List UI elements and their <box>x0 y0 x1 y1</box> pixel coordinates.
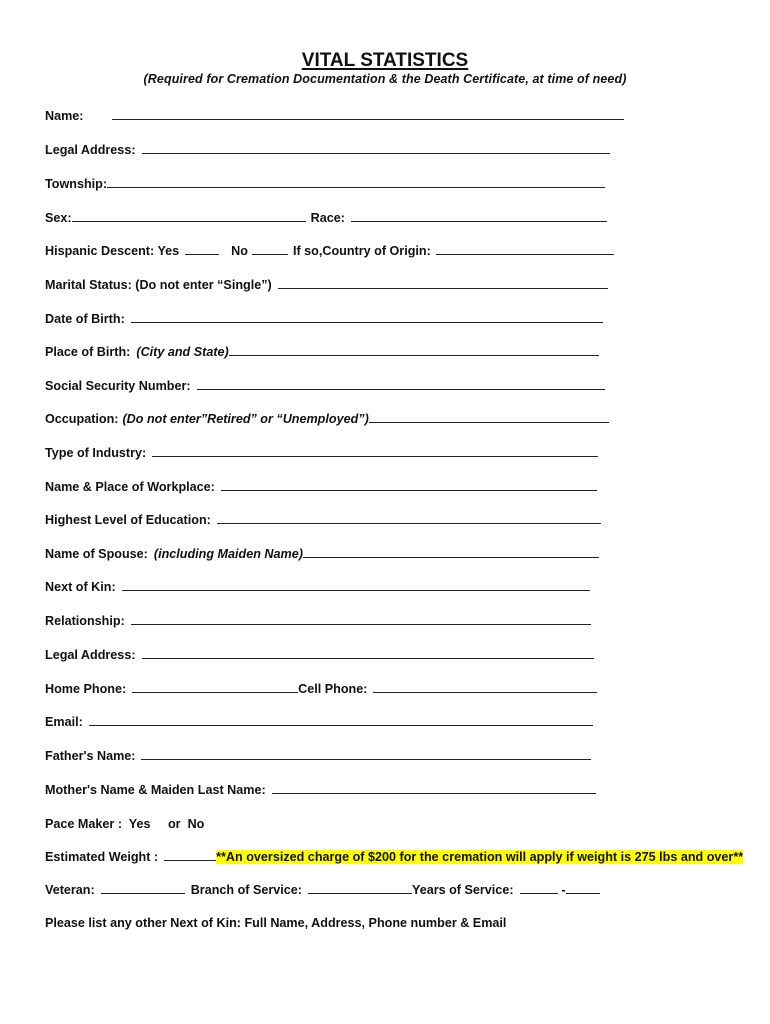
origin-label: If so,Country of Origin: <box>292 244 431 258</box>
years-label: Years of Service: <box>412 883 514 897</box>
education-row <box>45 509 601 527</box>
years-dash: - <box>561 883 566 897</box>
father-field[interactable] <box>141 759 591 760</box>
occupation-label: Occupation: <box>45 412 119 426</box>
industry-row <box>45 442 598 460</box>
oversize-charge-note: **An oversized charge of $200 for the cremation will apply if weight is 275 lbs and over** <box>216 850 744 864</box>
sex-label: Sex: <box>45 211 72 225</box>
email-label: Email: <box>45 715 83 729</box>
legal-address-field[interactable] <box>142 153 610 154</box>
sex-race-row <box>45 207 607 225</box>
kin-legal-address-label: Legal Address: <box>45 648 136 662</box>
cell-phone-label: Cell Phone: <box>298 682 368 696</box>
form-subtitle: (Required for Cremation Documentation & the Death Certificate, at time of need) <box>143 72 627 86</box>
ssn-row <box>45 375 605 393</box>
pob-hint: (City and State) <box>136 345 229 359</box>
spouse-row <box>45 543 599 561</box>
pob-row <box>45 341 599 359</box>
dob-row <box>45 308 603 326</box>
email-row <box>45 711 593 729</box>
education-field[interactable] <box>217 523 601 524</box>
legal-address-label: Legal Address: <box>45 143 136 157</box>
occupation-row <box>45 408 609 426</box>
ssn-field[interactable] <box>197 389 605 390</box>
father-row <box>45 745 591 763</box>
veteran-row <box>45 879 600 897</box>
marital-label: Marital Status: (Do not enter “Single”) <box>45 278 272 292</box>
relationship-label: Relationship: <box>45 614 125 628</box>
name-field[interactable] <box>112 119 624 120</box>
home-phone-field[interactable] <box>132 692 298 693</box>
form-title: VITAL STATISTICS <box>301 50 469 71</box>
years-from-field[interactable] <box>520 893 558 894</box>
branch-field[interactable] <box>308 893 412 894</box>
cell-phone-field[interactable] <box>373 692 597 693</box>
mother-label: Mother's Name & Maiden Last Name: <box>45 783 266 797</box>
spouse-label: Name of Spouse: <box>45 547 148 561</box>
hispanic-yes-field[interactable] <box>185 254 219 255</box>
veteran-label: Veteran: <box>45 883 95 897</box>
occupation-hint: (Do not enter”Retired” or “Unemployed”) <box>122 412 369 426</box>
branch-label: Branch of Service: <box>190 883 302 897</box>
hispanic-no-field[interactable] <box>252 254 288 255</box>
kin-legal-address-row <box>45 644 594 662</box>
spouse-hint: (including Maiden Name) <box>153 547 303 561</box>
legal-address-row <box>45 139 610 157</box>
workplace-field[interactable] <box>221 490 597 491</box>
other-kin-label: Please list any other Next of Kin: Full Name, Address, Phone number & Email <box>45 916 507 930</box>
township-row <box>45 173 605 191</box>
name-label: Name: <box>45 109 84 123</box>
next-of-kin-field[interactable] <box>122 590 590 591</box>
pacemaker-row <box>45 813 204 831</box>
weight-row <box>45 846 743 864</box>
pob-field[interactable] <box>229 355 599 356</box>
relationship-row <box>45 610 591 628</box>
weight-field[interactable] <box>164 860 216 861</box>
township-label: Township: <box>45 177 108 191</box>
kin-legal-address-field[interactable] <box>142 658 594 659</box>
next-of-kin-row <box>45 576 590 594</box>
occupation-field[interactable] <box>369 422 609 423</box>
pob-label: Place of Birth: <box>45 345 131 359</box>
origin-field[interactable] <box>436 254 614 255</box>
dob-label: Date of Birth: <box>45 312 125 326</box>
pacemaker-label: Pace Maker : Yes or No <box>45 817 205 831</box>
name-row <box>45 105 624 123</box>
race-field[interactable] <box>351 221 607 222</box>
sex-field[interactable] <box>72 221 306 222</box>
hispanic-no-label: No <box>231 244 248 258</box>
phone-row <box>45 678 597 696</box>
years-to-field[interactable] <box>566 893 600 894</box>
ssn-label: Social Security Number: <box>45 379 191 393</box>
veteran-field[interactable] <box>101 893 185 894</box>
hispanic-row <box>45 240 614 258</box>
mother-field[interactable] <box>272 793 596 794</box>
other-kin-row <box>45 912 506 930</box>
email-field[interactable] <box>89 725 593 726</box>
father-label: Father's Name: <box>45 749 136 763</box>
industry-label: Type of Industry: <box>45 446 147 460</box>
workplace-label: Name & Place of Workplace: <box>45 480 215 494</box>
spouse-field[interactable] <box>303 557 599 558</box>
home-phone-label: Home Phone: <box>45 682 127 696</box>
industry-field[interactable] <box>152 456 598 457</box>
weight-label: Estimated Weight : <box>45 850 159 864</box>
workplace-row <box>45 476 597 494</box>
dob-field[interactable] <box>131 322 603 323</box>
marital-row <box>45 274 608 292</box>
mother-row <box>45 779 596 797</box>
hispanic-label: Hispanic Descent: Yes <box>45 244 180 258</box>
township-field[interactable] <box>107 187 605 188</box>
race-label: Race: <box>310 211 345 225</box>
education-label: Highest Level of Education: <box>45 513 211 527</box>
next-of-kin-label: Next of Kin: <box>45 580 116 594</box>
relationship-field[interactable] <box>131 624 591 625</box>
marital-field[interactable] <box>278 288 608 289</box>
